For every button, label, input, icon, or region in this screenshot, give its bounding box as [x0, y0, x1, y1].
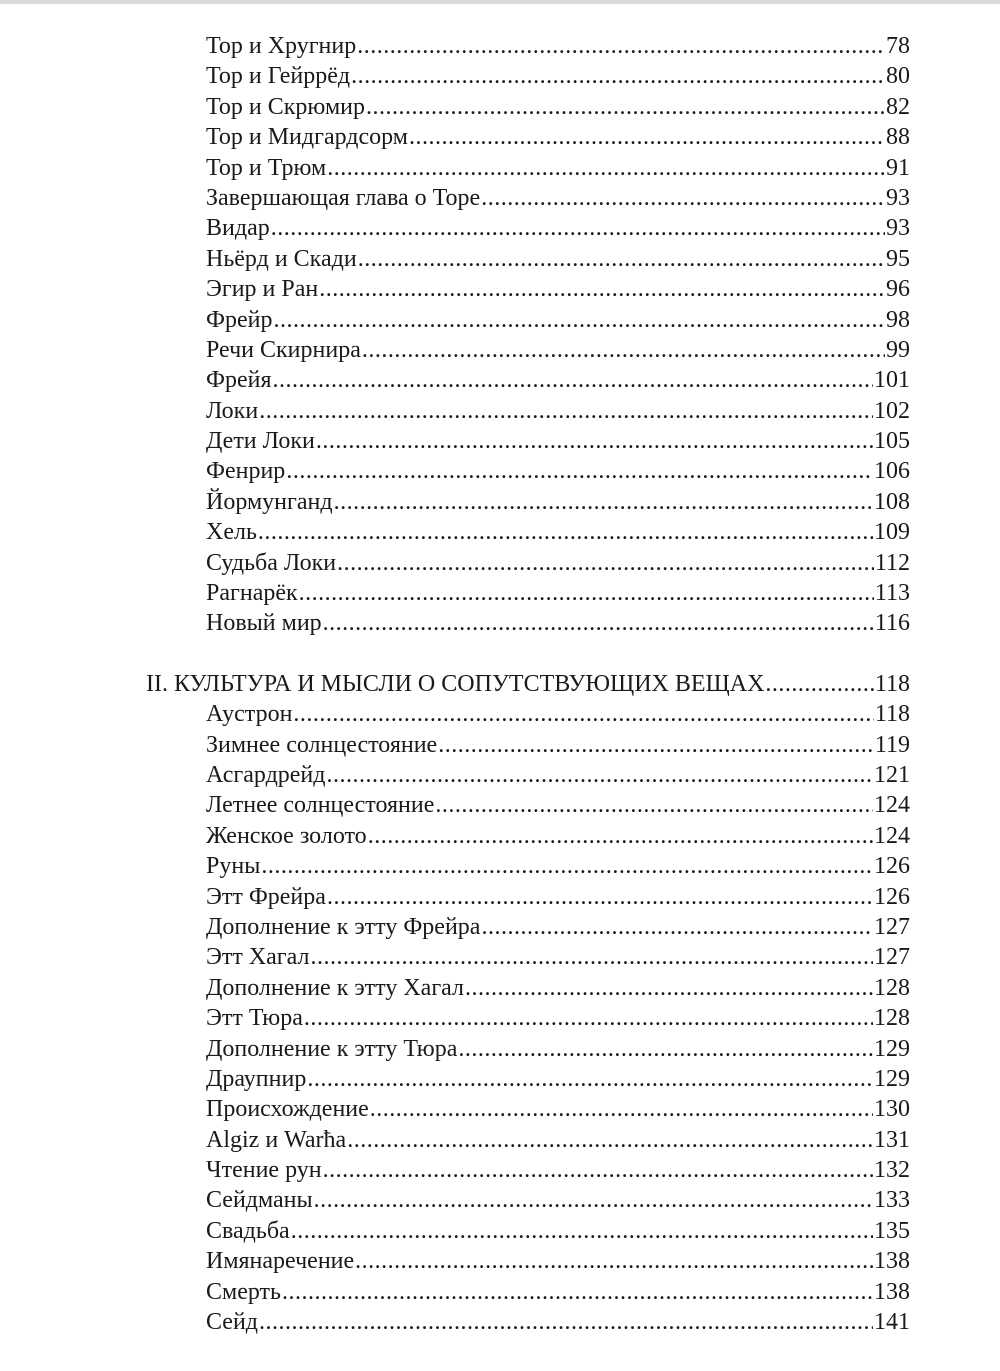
toc-entry-title: Этт Хагал	[206, 944, 310, 971]
toc-entry-title: Летнее солнцестояние	[206, 792, 435, 819]
toc-entry-page: 98	[886, 306, 910, 333]
toc-entry[interactable]	[206, 942, 910, 972]
toc-entry[interactable]	[206, 244, 910, 274]
toc-entry-title: Дети Локи	[206, 428, 315, 455]
toc-entry-page: 118	[874, 701, 910, 728]
toc-entry-title: Асгардрейд	[206, 761, 326, 788]
toc-entry-title: Фрейя	[206, 367, 272, 394]
toc-entry-page: 124	[874, 822, 910, 849]
toc-entry-page: 128	[874, 1005, 910, 1032]
toc-entry-page: 135	[874, 1217, 910, 1244]
toc-entry-page: 133	[874, 1187, 910, 1214]
dot-leader	[351, 61, 885, 91]
dot-leader	[362, 335, 885, 365]
toc-entry[interactable]	[206, 1155, 910, 1185]
toc-entry[interactable]	[206, 548, 910, 578]
toc-entry-page: 96	[886, 276, 910, 303]
toc-entry[interactable]	[206, 426, 910, 456]
toc-entry-page: 109	[874, 519, 910, 546]
dot-leader	[326, 760, 873, 790]
toc-entry-title: Тор и Скрюмир	[206, 93, 366, 120]
dot-leader	[465, 973, 873, 1003]
toc-entry[interactable]	[206, 851, 910, 881]
toc-entry-page: 124	[874, 792, 910, 819]
toc-entry[interactable]	[206, 1277, 910, 1307]
toc-entry-title: Судьба Локи	[206, 549, 337, 576]
dot-leader	[307, 1064, 873, 1094]
dot-leader	[435, 790, 873, 820]
page-top-border	[0, 0, 1000, 4]
toc-entry-title: Аустрон	[206, 701, 293, 728]
toc-entry-title: Драупнир	[206, 1065, 307, 1092]
dot-leader	[282, 1277, 873, 1307]
toc-entry-title: Фенрир	[206, 458, 286, 485]
dot-leader	[259, 396, 873, 426]
toc-entry-page: 91	[886, 154, 910, 181]
dot-leader	[286, 456, 873, 486]
toc-entry-page: 126	[874, 883, 910, 910]
toc-entry-title: Этт Фрейра	[206, 883, 326, 910]
toc-entry-page: 82	[886, 93, 910, 120]
toc-entry[interactable]	[206, 1003, 910, 1033]
toc-entry-page: 116	[874, 610, 910, 637]
toc-entry-title: Тор и Гейррёд	[206, 63, 351, 90]
dot-leader	[355, 1246, 873, 1276]
dot-leader	[337, 548, 874, 578]
dot-leader	[314, 1185, 873, 1215]
toc-section-title: II. КУЛЬТУРА И МЫСЛИ О СОПУТСТВУЮЩИХ ВЕЩАХ	[146, 670, 765, 697]
dot-leader	[458, 1034, 873, 1064]
toc-entry-title: Зимнее солнцестояние	[206, 731, 438, 758]
toc-entry[interactable]	[206, 274, 910, 304]
toc-entry-title: Происхождение	[206, 1096, 369, 1123]
toc-entry[interactable]	[206, 396, 910, 426]
dot-leader	[316, 426, 873, 456]
toc-entry-page: 127	[874, 944, 910, 971]
dot-leader	[334, 487, 873, 517]
toc-entry[interactable]	[206, 122, 910, 152]
toc-entry-page: 131	[874, 1126, 910, 1153]
toc-entry[interactable]	[206, 1246, 910, 1276]
dot-leader	[323, 1155, 873, 1185]
toc-entry[interactable]	[206, 973, 910, 1003]
toc-entry-title: Эгир и Ран	[206, 276, 319, 303]
dot-leader	[357, 31, 885, 61]
dot-leader	[368, 821, 873, 851]
toc-entry[interactable]	[206, 1185, 910, 1215]
toc-entry[interactable]	[206, 882, 910, 912]
dot-leader	[273, 305, 885, 335]
dot-leader	[299, 578, 874, 608]
toc-entry[interactable]	[206, 608, 910, 638]
dot-leader	[311, 942, 874, 972]
dot-leader	[259, 1307, 873, 1337]
dot-leader	[271, 213, 885, 243]
toc-entry-title: Руны	[206, 853, 261, 880]
toc-entry-page: 101	[874, 367, 910, 394]
dot-leader	[370, 1094, 873, 1124]
toc-entry-page: 141	[874, 1309, 910, 1336]
toc-entry-title: Женское золото	[206, 822, 367, 849]
toc-entry-title: Речи Скирнира	[206, 336, 361, 363]
toc-entry[interactable]	[206, 1125, 910, 1155]
toc-entry-title: Фрейр	[206, 306, 273, 333]
toc-entry-title: Тор и Трюм	[206, 154, 327, 181]
toc-entry-title: Свадьба	[206, 1217, 290, 1244]
toc-entry-title: Локи	[206, 397, 259, 424]
toc-entry[interactable]	[206, 61, 910, 91]
toc-entry[interactable]	[206, 1094, 910, 1124]
toc-entry[interactable]	[206, 305, 910, 335]
toc-entry-title: Тор и Хругнир	[206, 33, 357, 59]
toc-entry-page: 78	[886, 33, 910, 59]
toc-entry-page: 128	[874, 974, 910, 1001]
dot-leader	[293, 699, 873, 729]
toc-entry-title: Дополнение к этту Тюра	[206, 1035, 458, 1062]
toc-entry-page: 138	[874, 1248, 910, 1275]
dot-leader	[358, 244, 885, 274]
dot-leader	[765, 669, 873, 699]
toc-entry-page: 93	[886, 215, 910, 242]
toc-entry-page: 121	[874, 761, 910, 788]
toc-entry-title: Дополнение к этту Фрейра	[206, 913, 481, 940]
toc-entry-title: Смерть	[206, 1278, 281, 1305]
toc-entry[interactable]	[206, 213, 910, 243]
toc-entry-page: 126	[874, 853, 910, 880]
dot-leader	[327, 882, 873, 912]
dot-leader	[273, 365, 874, 395]
toc-entry[interactable]	[206, 699, 910, 729]
dot-leader	[481, 183, 885, 213]
toc-entry-title: Завершающая глава о Торе	[206, 184, 481, 211]
toc-entry[interactable]	[206, 31, 910, 61]
toc-entry-title: Этт Тюра	[206, 1005, 303, 1032]
toc-entry-title: Дополнение к этту Хагал	[206, 974, 464, 1001]
toc-entry[interactable]	[206, 517, 910, 547]
toc-entry-title: Чтение рун	[206, 1157, 322, 1184]
toc-entry-title: Новый мир	[206, 610, 322, 637]
toc-entry-title: Ньёрд и Скади	[206, 245, 357, 272]
toc-entry[interactable]	[206, 760, 910, 790]
toc-entry[interactable]	[206, 1034, 910, 1064]
toc-entry-page: 102	[874, 397, 910, 424]
toc-entry-title: Йормунганд	[206, 488, 333, 515]
toc-entry-title: Сейд	[206, 1309, 259, 1336]
toc-entry-title: Рагнарёк	[206, 580, 298, 607]
dot-leader	[327, 153, 885, 183]
dot-leader	[481, 912, 873, 942]
toc-entry[interactable]	[206, 183, 910, 213]
toc-entry-title: Хель	[206, 519, 257, 546]
toc-entry-page: 99	[886, 336, 910, 363]
dot-leader	[409, 122, 885, 152]
toc-entry-title: Algiz и Warħa	[206, 1126, 347, 1153]
toc-entry[interactable]	[206, 153, 910, 183]
toc-entry-page: 106	[874, 458, 910, 485]
toc-entry-page: 138	[874, 1278, 910, 1305]
toc-entry-page: 129	[874, 1065, 910, 1092]
dot-leader	[291, 1216, 873, 1246]
toc-entry[interactable]	[206, 912, 910, 942]
toc-entry[interactable]	[206, 92, 910, 122]
toc-section-page: 118	[874, 670, 910, 697]
toc-entry[interactable]	[206, 1064, 910, 1094]
toc-entry-page: 95	[886, 245, 910, 272]
toc-entry[interactable]	[206, 730, 910, 760]
toc-entry-page: 129	[874, 1035, 910, 1062]
toc-entry-page: 88	[886, 124, 910, 151]
toc-entry[interactable]	[206, 1307, 910, 1337]
toc-entry-page: 105	[874, 428, 910, 455]
toc-entry[interactable]	[206, 821, 910, 851]
toc-entry[interactable]	[206, 578, 910, 608]
toc-entry-page: 108	[874, 488, 910, 515]
toc-entry[interactable]	[206, 790, 910, 820]
toc-entry-page: 80	[886, 63, 910, 90]
toc-entry-page: 130	[874, 1096, 910, 1123]
dot-leader	[347, 1125, 873, 1155]
toc-entry-title: Видар	[206, 215, 270, 242]
toc-entry-page: 112	[874, 549, 910, 576]
toc-entry[interactable]	[206, 365, 910, 395]
toc-entry[interactable]	[206, 456, 910, 486]
toc-entry-page: 132	[874, 1157, 910, 1184]
dot-leader	[258, 517, 873, 547]
dot-leader	[323, 608, 874, 638]
toc-entry[interactable]	[206, 1216, 910, 1246]
toc-entry-page: 113	[874, 580, 910, 607]
dot-leader	[438, 730, 874, 760]
toc-entry-page: 119	[874, 731, 910, 758]
toc-entry[interactable]	[206, 487, 910, 517]
toc-entry-page: 127	[874, 913, 910, 940]
toc-entry-page: 93	[886, 184, 910, 211]
toc-section-heading[interactable]	[146, 669, 910, 699]
dot-leader	[304, 1003, 873, 1033]
table-of-contents	[0, 31, 1000, 1337]
dot-leader	[261, 851, 873, 881]
toc-entry-title: Имянаречение	[206, 1248, 355, 1275]
toc-entry-title: Сейдманы	[206, 1187, 313, 1214]
dot-leader	[319, 274, 885, 304]
toc-entry-title: Тор и Мидгардсорм	[206, 124, 408, 151]
toc-entry[interactable]	[206, 335, 910, 365]
dot-leader	[366, 92, 885, 122]
